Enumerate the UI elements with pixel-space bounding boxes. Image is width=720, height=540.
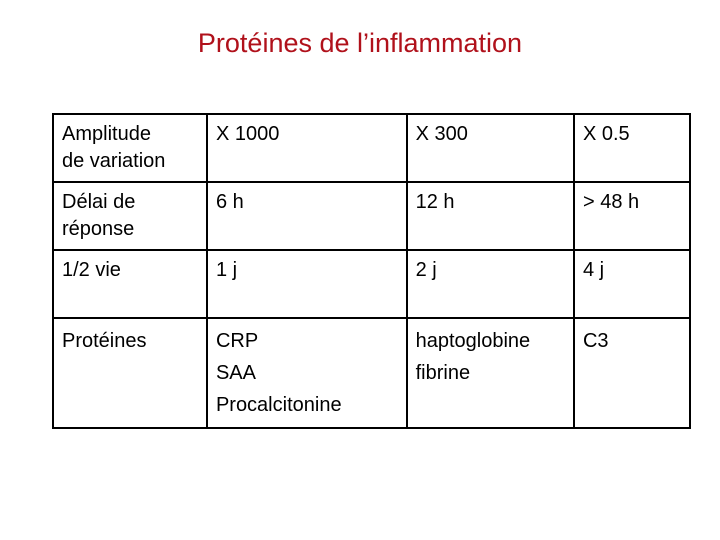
cell-text: X 0.5: [582, 123, 630, 145]
table-cell: [207, 250, 407, 318]
table-row-demi-vie: [53, 250, 690, 318]
table-cell: [407, 318, 574, 428]
table-cell: [207, 318, 407, 428]
row-header-line: Amplitude: [62, 123, 151, 145]
table-cell: [574, 318, 690, 428]
cell-text: Procalcitonine: [215, 394, 342, 416]
row-header-line: de variation: [62, 150, 166, 172]
page-title: Protéines de l’inflammation: [197, 28, 523, 58]
cell-text: fibrine: [415, 362, 471, 384]
row-header-line: Délai de: [62, 191, 136, 213]
table-cell: [574, 182, 690, 250]
table-cell: [574, 114, 690, 182]
table-cell: [207, 114, 407, 182]
row-header-line: réponse: [62, 218, 135, 240]
row-header-cell: [53, 250, 207, 318]
cell-text: X 300: [415, 123, 468, 145]
cell-text: C3: [582, 330, 609, 352]
cell-text: X 1000: [215, 123, 280, 145]
cell-text: 12 h: [415, 191, 455, 213]
table-cell: [407, 114, 574, 182]
table-row-proteines: [53, 318, 690, 428]
cell-text: 6 h: [215, 191, 244, 213]
cell-text: > 48 h: [582, 191, 640, 213]
table-cell: [407, 182, 574, 250]
row-header-line: 1/2 vie: [62, 259, 121, 281]
row-header-cell: [53, 318, 207, 428]
table-cell: [574, 250, 690, 318]
row-header-cell: [53, 182, 207, 250]
cell-text: haptoglobine: [415, 330, 531, 352]
cell-text: CRP: [215, 330, 259, 352]
table-cell: [207, 182, 407, 250]
cell-text: 4 j: [582, 259, 605, 281]
table-row-amplitude: [53, 114, 690, 182]
table-cell: [407, 250, 574, 318]
cell-text: 1 j: [215, 259, 238, 281]
inflammation-proteins-table: [52, 113, 691, 429]
row-header-line: Protéines: [62, 330, 147, 352]
cell-text: 2 j: [415, 259, 437, 281]
cell-text: SAA: [215, 362, 256, 384]
row-header-cell: [53, 114, 207, 182]
table-row-delai: [53, 182, 690, 250]
